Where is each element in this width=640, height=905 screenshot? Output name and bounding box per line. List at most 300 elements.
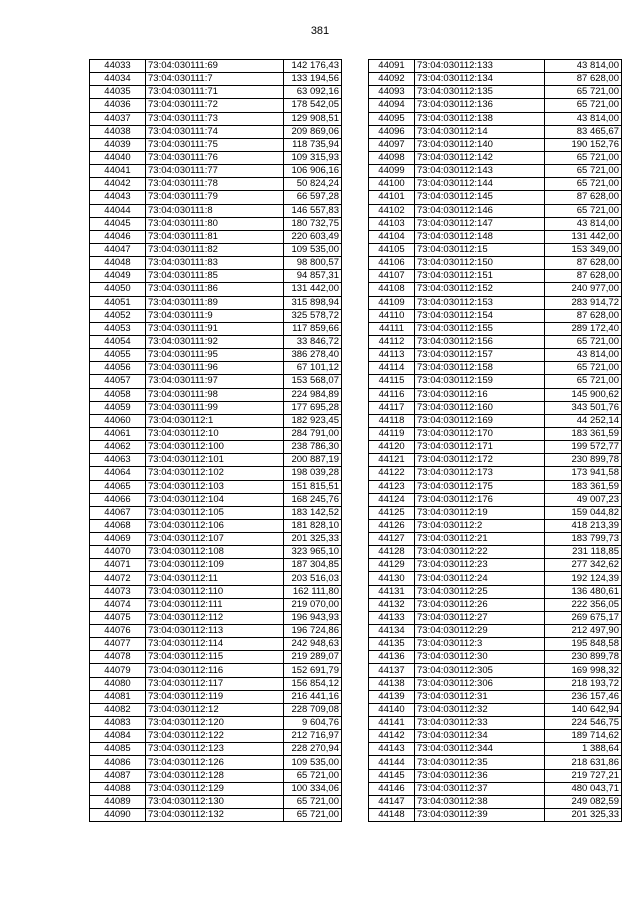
table-row (369, 165, 622, 178)
row-number-cell: 44143 (369, 743, 415, 756)
cadastral-number-cell: 73:04:030111:95 (146, 349, 284, 362)
table-row (90, 204, 342, 217)
value-cell: 1 388,64 (545, 743, 622, 756)
row-number-cell: 44048 (90, 257, 146, 270)
value-cell: 238 786,30 (284, 441, 342, 454)
table-row (90, 441, 342, 454)
cadastral-number-cell: 73:04:030112:135 (415, 86, 545, 99)
row-number-cell: 44077 (90, 638, 146, 651)
value-cell: 44 252,14 (545, 414, 622, 427)
row-number-cell: 44128 (369, 546, 415, 559)
value-cell: 386 278,40 (284, 349, 342, 362)
row-number-cell: 44106 (369, 257, 415, 270)
cadastral-number-cell: 73:04:030112:134 (415, 73, 545, 86)
value-cell: 98 800,57 (284, 257, 342, 270)
cadastral-number-cell: 73:04:030112:120 (146, 717, 284, 730)
row-number-cell: 44137 (369, 664, 415, 677)
table-row (90, 60, 342, 73)
row-number-cell: 44130 (369, 572, 415, 585)
cadastral-number-cell: 73:04:030112:11 (146, 572, 284, 585)
cadastral-number-cell: 73:04:030112:12 (146, 703, 284, 716)
value-cell: 228 709,08 (284, 703, 342, 716)
value-cell: 190 152,76 (545, 138, 622, 151)
value-cell: 94 857,31 (284, 270, 342, 283)
value-cell: 109 535,00 (284, 756, 342, 769)
row-number-cell: 44121 (369, 454, 415, 467)
table-row (90, 651, 342, 664)
row-number-cell: 44127 (369, 533, 415, 546)
cadastral-number-cell: 73:04:030112:33 (415, 717, 545, 730)
table-row (369, 743, 622, 756)
cadastral-number-cell: 73:04:030112:110 (146, 585, 284, 598)
row-number-cell: 44075 (90, 611, 146, 624)
table-row (369, 546, 622, 559)
table-row (369, 322, 622, 335)
table-row (369, 388, 622, 401)
table-row (90, 309, 342, 322)
value-cell: 219 727,21 (545, 769, 622, 782)
cadastral-number-cell: 73:04:030112:112 (146, 611, 284, 624)
cadastral-number-cell: 73:04:030112:130 (146, 795, 284, 808)
cadastral-number-cell: 73:04:030112:170 (415, 427, 545, 440)
cadastral-number-cell: 73:04:030112:117 (146, 677, 284, 690)
value-cell: 187 304,85 (284, 559, 342, 572)
value-cell: 195 848,58 (545, 638, 622, 651)
cadastral-number-cell: 73:04:030112:133 (415, 60, 545, 73)
value-cell: 87 628,00 (545, 191, 622, 204)
row-number-cell: 44052 (90, 309, 146, 322)
row-number-cell: 44050 (90, 283, 146, 296)
value-cell: 131 442,00 (545, 230, 622, 243)
cadastral-number-cell: 73:04:030111:78 (146, 178, 284, 191)
value-cell: 142 176,43 (284, 60, 342, 73)
cadastral-number-cell: 73:04:030112:159 (415, 375, 545, 388)
cadastral-number-cell: 73:04:030111:77 (146, 165, 284, 178)
table-row (369, 467, 622, 480)
value-cell: 343 501,76 (545, 401, 622, 414)
cadastral-number-cell: 73:04:030112:111 (146, 598, 284, 611)
value-cell: 106 906,16 (284, 165, 342, 178)
cadastral-number-cell: 73:04:030111:73 (146, 112, 284, 125)
value-cell: 289 172,40 (545, 322, 622, 335)
row-number-cell: 44068 (90, 519, 146, 532)
table-row (90, 322, 342, 335)
cadastral-number-cell: 73:04:030112:145 (415, 191, 545, 204)
value-cell: 65 721,00 (545, 178, 622, 191)
cadastral-number-cell: 73:04:030111:74 (146, 125, 284, 138)
table-row (369, 427, 622, 440)
value-cell: 224 546,75 (545, 717, 622, 730)
row-number-cell: 44102 (369, 204, 415, 217)
value-cell: 183 799,73 (545, 533, 622, 546)
row-number-cell: 44080 (90, 677, 146, 690)
cadastral-number-cell: 73:04:030112:1 (146, 414, 284, 427)
cadastral-number-cell: 73:04:030111:85 (146, 270, 284, 283)
cadastral-number-cell: 73:04:030112:21 (415, 533, 545, 546)
row-number-cell: 44039 (90, 138, 146, 151)
cadastral-number-cell: 73:04:030112:108 (146, 546, 284, 559)
value-cell: 203 516,03 (284, 572, 342, 585)
cadastral-number-cell: 73:04:030112:25 (415, 585, 545, 598)
row-number-cell: 44037 (90, 112, 146, 125)
row-number-cell: 44111 (369, 322, 415, 335)
value-cell: 65 721,00 (284, 769, 342, 782)
cadastral-number-cell: 73:04:030112:176 (415, 493, 545, 506)
table-row (369, 493, 622, 506)
table-row (369, 112, 622, 125)
row-number-cell: 44035 (90, 86, 146, 99)
table-row (90, 112, 342, 125)
cadastral-number-cell: 73:04:030112:23 (415, 559, 545, 572)
cadastral-number-cell: 73:04:030111:91 (146, 322, 284, 335)
cadastral-number-cell: 73:04:030112:305 (415, 664, 545, 677)
row-number-cell: 44051 (90, 296, 146, 309)
table-row (90, 335, 342, 348)
cadastral-number-cell: 73:04:030112:19 (415, 506, 545, 519)
row-number-cell: 44140 (369, 703, 415, 716)
cadastral-number-cell: 73:04:030112:14 (415, 125, 545, 138)
table-row (369, 217, 622, 230)
row-number-cell: 44043 (90, 191, 146, 204)
value-cell: 83 465,67 (545, 125, 622, 138)
cadastral-number-cell: 73:04:030112:158 (415, 362, 545, 375)
row-number-cell: 44124 (369, 493, 415, 506)
row-number-cell: 44034 (90, 73, 146, 86)
value-cell: 146 557,83 (284, 204, 342, 217)
table-row (90, 283, 342, 296)
cadastral-number-cell: 73:04:030112:26 (415, 598, 545, 611)
cadastral-number-cell: 73:04:030112:36 (415, 769, 545, 782)
table-row (90, 493, 342, 506)
cadastral-number-cell: 73:04:030112:153 (415, 296, 545, 309)
row-number-cell: 44141 (369, 717, 415, 730)
value-cell: 199 572,77 (545, 441, 622, 454)
cadastral-number-cell: 73:04:030112:344 (415, 743, 545, 756)
cadastral-number-cell: 73:04:030112:172 (415, 454, 545, 467)
row-number-cell: 44041 (90, 165, 146, 178)
table-row (369, 125, 622, 138)
table-row (369, 230, 622, 243)
row-number-cell: 44073 (90, 585, 146, 598)
value-cell: 65 721,00 (545, 362, 622, 375)
row-number-cell: 44079 (90, 664, 146, 677)
row-number-cell: 44056 (90, 362, 146, 375)
value-cell: 168 245,76 (284, 493, 342, 506)
table-row (369, 782, 622, 795)
table-row (90, 243, 342, 256)
table-row (369, 769, 622, 782)
table-row (369, 572, 622, 585)
row-number-cell: 44054 (90, 335, 146, 348)
table-row (90, 585, 342, 598)
table-row (90, 73, 342, 86)
value-cell: 183 361,59 (545, 480, 622, 493)
table-row (369, 335, 622, 348)
row-number-cell: 44139 (369, 690, 415, 703)
value-cell: 169 998,32 (545, 664, 622, 677)
cadastral-number-cell: 73:04:030112:171 (415, 441, 545, 454)
row-number-cell: 44132 (369, 598, 415, 611)
table-row (90, 690, 342, 703)
value-cell: 201 325,33 (284, 533, 342, 546)
value-cell: 65 721,00 (284, 809, 342, 822)
table-row (369, 73, 622, 86)
value-cell: 183 142,52 (284, 506, 342, 519)
value-cell: 418 213,39 (545, 519, 622, 532)
value-cell: 216 441,16 (284, 690, 342, 703)
table-row (369, 178, 622, 191)
value-cell: 181 828,10 (284, 519, 342, 532)
value-cell: 43 814,00 (545, 349, 622, 362)
value-cell: 249 082,59 (545, 795, 622, 808)
table-row (369, 664, 622, 677)
value-cell: 269 675,17 (545, 611, 622, 624)
cadastral-number-cell: 73:04:030112:154 (415, 309, 545, 322)
cadastral-number-cell: 73:04:030111:82 (146, 243, 284, 256)
table-row (90, 401, 342, 414)
value-cell: 133 194,56 (284, 73, 342, 86)
cadastral-number-cell: 73:04:030111:71 (146, 86, 284, 99)
row-number-cell: 44148 (369, 809, 415, 822)
row-number-cell: 44114 (369, 362, 415, 375)
table-row (369, 611, 622, 624)
value-cell: 180 732,75 (284, 217, 342, 230)
value-cell: 65 721,00 (545, 375, 622, 388)
table-row (369, 151, 622, 164)
value-cell: 242 948,63 (284, 638, 342, 651)
table-row (90, 743, 342, 756)
cadastral-number-cell: 73:04:030112:143 (415, 165, 545, 178)
value-cell: 109 315,93 (284, 151, 342, 164)
table-row (369, 454, 622, 467)
table-row (369, 99, 622, 112)
row-number-cell: 44033 (90, 60, 146, 73)
table-row (369, 638, 622, 651)
value-cell: 222 356,05 (545, 598, 622, 611)
row-number-cell: 44116 (369, 388, 415, 401)
row-number-cell: 44118 (369, 414, 415, 427)
row-number-cell: 44060 (90, 414, 146, 427)
table-row (369, 270, 622, 283)
row-number-cell: 44146 (369, 782, 415, 795)
value-cell: 117 859,66 (284, 322, 342, 335)
table-row (90, 217, 342, 230)
row-number-cell: 44113 (369, 349, 415, 362)
value-cell: 201 325,33 (545, 809, 622, 822)
row-number-cell: 44087 (90, 769, 146, 782)
row-number-cell: 44058 (90, 388, 146, 401)
cadastral-number-cell: 73:04:030112:3 (415, 638, 545, 651)
value-cell: 136 480,61 (545, 585, 622, 598)
value-cell: 66 597,28 (284, 191, 342, 204)
cadastral-number-cell: 73:04:030111:76 (146, 151, 284, 164)
row-number-cell: 44069 (90, 533, 146, 546)
cadastral-number-cell: 73:04:030112:101 (146, 454, 284, 467)
table-row (90, 703, 342, 716)
row-number-cell: 44086 (90, 756, 146, 769)
row-number-cell: 44078 (90, 651, 146, 664)
cadastral-number-cell: 73:04:030112:22 (415, 546, 545, 559)
value-cell: 43 814,00 (545, 217, 622, 230)
row-number-cell: 44053 (90, 322, 146, 335)
row-number-cell: 44044 (90, 204, 146, 217)
row-number-cell: 44082 (90, 703, 146, 716)
value-cell: 183 361,59 (545, 427, 622, 440)
row-number-cell: 44122 (369, 467, 415, 480)
cadastral-number-cell: 73:04:030112:140 (415, 138, 545, 151)
table-row (90, 388, 342, 401)
value-cell: 240 977,00 (545, 283, 622, 296)
row-number-cell: 44101 (369, 191, 415, 204)
cadastral-number-cell: 73:04:030112:160 (415, 401, 545, 414)
value-cell: 87 628,00 (545, 73, 622, 86)
row-number-cell: 44088 (90, 782, 146, 795)
cadastral-number-cell: 73:04:030112:156 (415, 335, 545, 348)
row-number-cell: 44095 (369, 112, 415, 125)
table-row (90, 795, 342, 808)
cadastral-number-cell: 73:04:030112:123 (146, 743, 284, 756)
row-number-cell: 44062 (90, 441, 146, 454)
table-row (90, 638, 342, 651)
table-row (90, 625, 342, 638)
table-row (369, 414, 622, 427)
value-cell: 323 965,10 (284, 546, 342, 559)
table-row (90, 572, 342, 585)
cadastral-number-cell: 73:04:030112:128 (146, 769, 284, 782)
table-row (369, 598, 622, 611)
table-row (90, 375, 342, 388)
cadastral-number-cell: 73:04:030112:138 (415, 112, 545, 125)
table-row (90, 230, 342, 243)
cadastral-number-cell: 73:04:030112:104 (146, 493, 284, 506)
row-number-cell: 44067 (90, 506, 146, 519)
row-number-cell: 44089 (90, 795, 146, 808)
table-row (90, 677, 342, 690)
row-number-cell: 44092 (369, 73, 415, 86)
cadastral-number-cell: 73:04:030112:126 (146, 756, 284, 769)
cadastral-number-cell: 73:04:030111:97 (146, 375, 284, 388)
table-row (90, 519, 342, 532)
value-cell: 212 497,90 (545, 625, 622, 638)
row-number-cell: 44098 (369, 151, 415, 164)
row-number-cell: 44142 (369, 730, 415, 743)
row-number-cell: 44093 (369, 86, 415, 99)
cadastral-number-cell: 73:04:030112:30 (415, 651, 545, 664)
cadastral-number-cell: 73:04:030112:155 (415, 322, 545, 335)
cadastral-number-cell: 73:04:030112:15 (415, 243, 545, 256)
value-cell: 230 899,78 (545, 454, 622, 467)
cadastral-number-cell: 73:04:030111:8 (146, 204, 284, 217)
cadastral-number-cell: 73:04:030112:29 (415, 625, 545, 638)
value-cell: 67 101,12 (284, 362, 342, 375)
row-number-cell: 44126 (369, 519, 415, 532)
cadastral-number-cell: 73:04:030111:80 (146, 217, 284, 230)
cadastral-number-cell: 73:04:030111:98 (146, 388, 284, 401)
table-row (369, 375, 622, 388)
table-row (90, 664, 342, 677)
table-row (369, 296, 622, 309)
row-number-cell: 44063 (90, 454, 146, 467)
row-number-cell: 44109 (369, 296, 415, 309)
cadastral-number-cell: 73:04:030111:9 (146, 309, 284, 322)
table-row (90, 191, 342, 204)
table-row (90, 270, 342, 283)
row-number-cell: 44123 (369, 480, 415, 493)
cadastral-number-cell: 73:04:030112:10 (146, 427, 284, 440)
table-row (369, 309, 622, 322)
cadastral-number-cell: 73:04:030112:102 (146, 467, 284, 480)
row-number-cell: 44145 (369, 769, 415, 782)
cadastral-number-cell: 73:04:030112:37 (415, 782, 545, 795)
value-cell: 196 724,86 (284, 625, 342, 638)
value-cell: 49 007,23 (545, 493, 622, 506)
cadastral-number-cell: 73:04:030112:34 (415, 730, 545, 743)
value-cell: 129 908,51 (284, 112, 342, 125)
table-row (90, 178, 342, 191)
value-cell: 140 642,94 (545, 703, 622, 716)
row-number-cell: 44129 (369, 559, 415, 572)
value-cell: 162 111,80 (284, 585, 342, 598)
table-row (369, 625, 622, 638)
cadastral-number-cell: 73:04:030112:175 (415, 480, 545, 493)
row-number-cell: 44125 (369, 506, 415, 519)
table-row (369, 519, 622, 532)
row-number-cell: 44112 (369, 335, 415, 348)
table-row (90, 414, 342, 427)
value-cell: 63 092,16 (284, 86, 342, 99)
cadastral-number-cell: 73:04:030112:103 (146, 480, 284, 493)
row-number-cell: 44076 (90, 625, 146, 638)
row-number-cell: 44049 (90, 270, 146, 283)
row-number-cell: 44083 (90, 717, 146, 730)
row-number-cell: 44042 (90, 178, 146, 191)
cadastral-number-cell: 73:04:030112:24 (415, 572, 545, 585)
cadastral-number-cell: 73:04:030112:119 (146, 690, 284, 703)
table-row (90, 362, 342, 375)
cadastral-number-cell: 73:04:030111:83 (146, 257, 284, 270)
row-number-cell: 44055 (90, 349, 146, 362)
row-number-cell: 44144 (369, 756, 415, 769)
cadastral-number-cell: 73:04:030112:115 (146, 651, 284, 664)
table-row (90, 598, 342, 611)
row-number-cell: 44105 (369, 243, 415, 256)
value-cell: 65 721,00 (545, 151, 622, 164)
table-row (90, 480, 342, 493)
cadastral-number-cell: 73:04:030112:173 (415, 467, 545, 480)
value-cell: 228 270,94 (284, 743, 342, 756)
value-cell: 218 193,72 (545, 677, 622, 690)
table-row (90, 138, 342, 151)
row-number-cell: 44045 (90, 217, 146, 230)
row-number-cell: 44120 (369, 441, 415, 454)
value-cell: 230 899,78 (545, 651, 622, 664)
value-cell: 50 824,24 (284, 178, 342, 191)
row-number-cell: 44134 (369, 625, 415, 638)
table-row (90, 730, 342, 743)
row-number-cell: 44059 (90, 401, 146, 414)
row-number-cell: 44147 (369, 795, 415, 808)
value-cell: 277 342,62 (545, 559, 622, 572)
cadastral-number-cell: 73:04:030112:152 (415, 283, 545, 296)
value-cell: 220 603,49 (284, 230, 342, 243)
row-number-cell: 44074 (90, 598, 146, 611)
cadastral-number-cell: 73:04:030111:86 (146, 283, 284, 296)
cadastral-number-cell: 73:04:030111:89 (146, 296, 284, 309)
value-cell: 315 898,94 (284, 296, 342, 309)
value-cell: 198 039,28 (284, 467, 342, 480)
row-number-cell: 44066 (90, 493, 146, 506)
cadastral-number-cell: 73:04:030112:16 (415, 388, 545, 401)
